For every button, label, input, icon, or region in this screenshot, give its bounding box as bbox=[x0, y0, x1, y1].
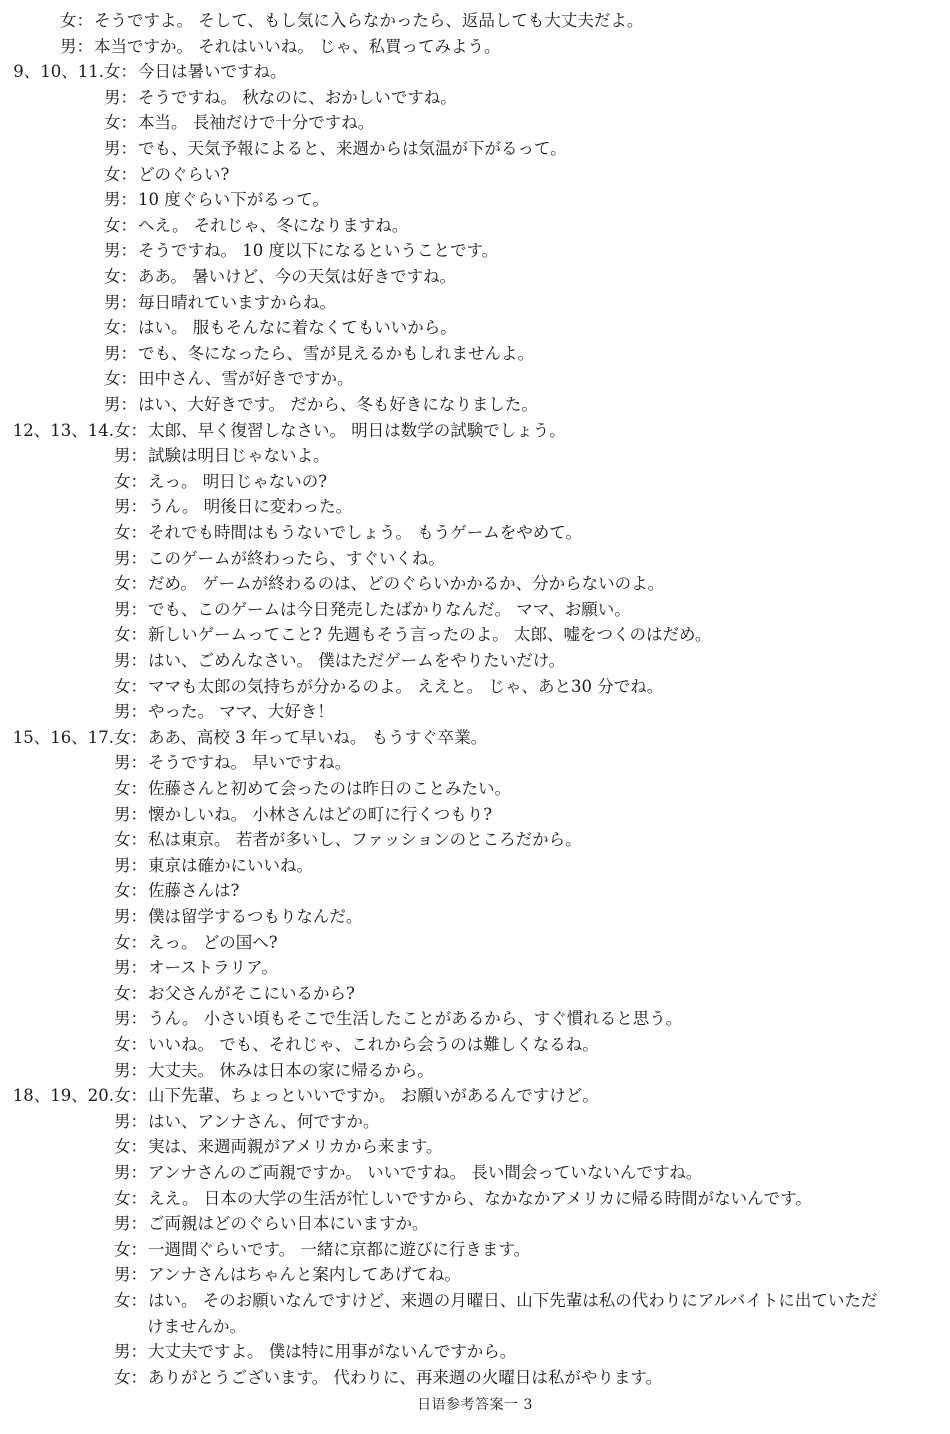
utterance-text: 一週間ぐらいです。 一緒に京都に遊びに行きます。 bbox=[148, 1239, 531, 1259]
dialogue-line bbox=[104, 290, 336, 315]
dialogue-line bbox=[114, 443, 330, 468]
dialogue-line bbox=[114, 1211, 429, 1236]
dialogue-line bbox=[60, 34, 501, 59]
utterance-continuation: けませんか。 bbox=[147, 1316, 246, 1336]
speaker-colon: ： bbox=[130, 1060, 147, 1080]
speaker-colon: ： bbox=[120, 292, 137, 312]
utterance-text: 本当ですか。 それはいいね。 じゃ、私買ってみよう。 bbox=[94, 36, 501, 56]
speaker-colon: ： bbox=[130, 625, 147, 645]
speaker-colon: ： bbox=[130, 1367, 147, 1387]
speaker-label: 女 bbox=[114, 1086, 131, 1106]
speaker-colon: ： bbox=[120, 267, 137, 286]
speaker-colon: ： bbox=[130, 599, 147, 619]
speaker-label: 男 bbox=[114, 1342, 131, 1362]
utterance-text: 懐かしいね。 小林さんはどの町に行くつもり? bbox=[148, 804, 493, 824]
speaker-colon: ： bbox=[130, 1163, 147, 1182]
speaker-label: 男 bbox=[114, 651, 131, 670]
dialogue-line bbox=[12, 725, 488, 750]
dialogue-line bbox=[104, 110, 374, 135]
dialogue-line bbox=[114, 853, 313, 878]
speaker-colon: ： bbox=[130, 548, 147, 568]
utterance-text: アンナさんはちゃんと案内してあげてね。 bbox=[148, 1265, 461, 1285]
dialogue-line bbox=[114, 648, 565, 673]
dialogue-line bbox=[114, 878, 239, 903]
speaker-colon: ： bbox=[130, 574, 147, 594]
dialogue-line bbox=[104, 264, 456, 289]
question-number: 12、13、14. bbox=[12, 420, 114, 440]
dialogue-line bbox=[114, 1160, 702, 1185]
speaker-label: 男 bbox=[114, 907, 131, 926]
speaker-label: 男 bbox=[104, 395, 121, 414]
speaker-label: 女 bbox=[114, 1291, 131, 1310]
speaker-label: 男 bbox=[104, 87, 121, 107]
dialogue-line bbox=[104, 341, 534, 366]
dialogue-line bbox=[114, 597, 631, 622]
dialogue-line bbox=[104, 136, 567, 161]
speaker-label: 女 bbox=[104, 369, 121, 389]
speaker-label: 女 bbox=[114, 983, 131, 1003]
utterance-text: 太郎、早く復習しなさい。 明日は数学の試験でしょう。 bbox=[148, 420, 566, 440]
dialogue-line bbox=[104, 366, 354, 391]
dialogue-line bbox=[114, 1006, 682, 1031]
utterance-text: えっ。 どの国へ? bbox=[148, 932, 278, 952]
utterance-text: ああ、高校 3 年って早いね。 もうすぐ卒業。 bbox=[148, 727, 488, 747]
utterance-text: はい、アンナさん、何ですか。 bbox=[148, 1111, 380, 1131]
dialogue-line bbox=[104, 315, 457, 340]
speaker-label: 女 bbox=[104, 267, 121, 286]
utterance-text: どのぐらい? bbox=[138, 164, 230, 184]
speaker-colon: ： bbox=[130, 1291, 147, 1310]
page-footer: 日语参考答案一 3 bbox=[417, 1397, 533, 1413]
speaker-label: 男 bbox=[114, 599, 131, 619]
speaker-colon: ： bbox=[130, 1239, 147, 1259]
utterance-text: このゲームが終わったら、すぐいくね。 bbox=[148, 548, 445, 568]
utterance-text: 佐藤さんと初めて会ったのは昨日のことみたい。 bbox=[148, 779, 511, 798]
speaker-colon: ： bbox=[130, 1086, 147, 1106]
speaker-colon: ： bbox=[130, 702, 147, 722]
dialogue-line bbox=[114, 469, 327, 494]
utterance-text: 10 度ぐらい下がるって。 bbox=[138, 190, 329, 210]
speaker-colon: ： bbox=[130, 1111, 147, 1131]
speaker-label: 女 bbox=[114, 523, 131, 542]
speaker-label: 女 bbox=[114, 471, 131, 491]
speaker-label: 男 bbox=[114, 497, 131, 517]
utterance-text: だめ。 ゲームが終わるのは、どのぐらいかかるか、分からないのよ。 bbox=[148, 574, 665, 594]
utterance-text: ご両親はどのぐらい日本にいますか。 bbox=[148, 1214, 429, 1234]
utterance-text: ええ。 日本の大学の生活が忙しいですから、なかなかアメリカに帰る時間がないんです。 bbox=[148, 1188, 812, 1208]
dialogue-line bbox=[114, 571, 664, 596]
speaker-colon: ： bbox=[120, 113, 137, 133]
utterance-text: 試験は明日じゃないよ。 bbox=[148, 446, 330, 466]
dialogue-line bbox=[114, 546, 445, 571]
speaker-label: 女 bbox=[114, 932, 131, 952]
dialogue-line bbox=[114, 1339, 516, 1364]
dialogue-line bbox=[114, 1186, 812, 1211]
speaker-colon: ： bbox=[130, 779, 147, 798]
utterance-text: 新しいゲームってこと? 先週もそう言ったのよ。 太郎、嘘をつくのはだめ。 bbox=[148, 625, 712, 645]
utterance-text: 本当。 長袖だけで十分ですね。 bbox=[138, 113, 375, 133]
speaker-label: 女 bbox=[114, 420, 131, 440]
utterance-text: 大丈夫。 休みは日本の家に帰るから。 bbox=[148, 1060, 434, 1080]
dialogue-line bbox=[114, 981, 355, 1006]
dialogue-line bbox=[12, 418, 566, 443]
speaker-label: 男 bbox=[114, 702, 131, 722]
speaker-colon: ： bbox=[130, 1188, 147, 1208]
speaker-colon: ： bbox=[130, 881, 147, 901]
dialogue-line bbox=[114, 930, 278, 955]
utterance-text: はい、ごめんなさい。 僕はただゲームをやりたいだけ。 bbox=[148, 651, 566, 670]
speaker-colon: ： bbox=[130, 804, 147, 824]
speaker-colon: ： bbox=[120, 139, 137, 158]
speaker-label: 女 bbox=[114, 779, 131, 798]
speaker-colon: ： bbox=[130, 932, 147, 952]
utterance-text: そうですよ。 そして、もし気に入らなかったら、返品しても大丈夫だよ。 bbox=[94, 11, 644, 30]
utterance-text: 実は、来週両親がアメリカから来ます。 bbox=[148, 1137, 443, 1157]
speaker-label: 男 bbox=[60, 36, 77, 56]
dialogue-line bbox=[104, 213, 408, 238]
speaker-label: 女 bbox=[104, 318, 121, 338]
speaker-colon: ： bbox=[76, 11, 93, 30]
utterance-text: 今日は暑いですね。 bbox=[138, 62, 287, 82]
dialogue-line bbox=[104, 238, 498, 263]
utterance-text: へえ。 それじゃ、冬になりますね。 bbox=[138, 215, 409, 235]
dialogue-line bbox=[114, 955, 278, 980]
speaker-label: 女 bbox=[104, 215, 121, 235]
utterance-text: はい。 そのお願いなんですけど、来週の月曜日、山下先輩は私の代わりにアルバイトに出ていただ bbox=[148, 1291, 878, 1310]
speaker-colon: ： bbox=[76, 36, 93, 56]
speaker-label: 男 bbox=[114, 958, 131, 978]
utterance-text: でも、このゲームは今日発売したばかりなんだ。 ママ、お願い。 bbox=[148, 599, 631, 619]
utterance-text: そうですね。 10 度以下になるということです。 bbox=[138, 241, 499, 261]
speaker-colon: ： bbox=[130, 727, 147, 747]
speaker-label: 男 bbox=[114, 1214, 131, 1234]
dialogue-line bbox=[104, 187, 329, 212]
speaker-label: 男 bbox=[114, 548, 131, 568]
dialogue-line bbox=[114, 1109, 379, 1134]
speaker-colon: ： bbox=[130, 753, 147, 773]
dialogue-line bbox=[114, 1262, 461, 1287]
speaker-label: 男 bbox=[114, 753, 131, 773]
utterance-text: やった。 ママ、大好き！ bbox=[148, 702, 334, 722]
dialogue-line bbox=[114, 1237, 530, 1262]
speaker-colon: ： bbox=[130, 676, 147, 696]
speaker-colon: ： bbox=[120, 164, 137, 184]
speaker-label: 女 bbox=[114, 1239, 131, 1259]
dialogue-line bbox=[114, 1134, 443, 1159]
speaker-label: 男 bbox=[114, 855, 131, 875]
speaker-colon: ： bbox=[120, 318, 137, 338]
speaker-label: 女 bbox=[114, 1137, 131, 1157]
speaker-colon: ： bbox=[130, 907, 147, 926]
dialogue-line bbox=[114, 802, 492, 827]
dialogue-line bbox=[114, 827, 582, 852]
dialogue-line bbox=[60, 8, 643, 33]
speaker-colon: ： bbox=[120, 395, 137, 414]
speaker-label: 女 bbox=[60, 11, 77, 30]
dialogue-line bbox=[104, 162, 229, 187]
utterance-text: ママも太郎の気持ちが分かるのよ。 ええと。 じゃ、あと30 分でね。 bbox=[148, 676, 664, 696]
speaker-label: 女 bbox=[114, 574, 131, 594]
speaker-label: 女 bbox=[104, 62, 121, 82]
utterance-text: でも、冬になったら、雪が見えるかもしれませんよ。 bbox=[138, 343, 534, 363]
dialogue-line bbox=[114, 622, 711, 647]
speaker-colon: ： bbox=[130, 1009, 147, 1029]
dialogue-line bbox=[13, 59, 287, 84]
speaker-colon: ： bbox=[130, 983, 147, 1003]
speaker-colon: ： bbox=[130, 855, 147, 875]
speaker-colon: ： bbox=[120, 87, 137, 107]
speaker-label: 女 bbox=[114, 830, 131, 850]
question-number: 9、10、11. bbox=[13, 62, 104, 82]
utterance-text: お父さんがそこにいるから? bbox=[148, 983, 355, 1003]
speaker-label: 女 bbox=[114, 1188, 131, 1208]
utterance-text: はい、大好きです。 だから、冬も好きになりました。 bbox=[138, 395, 538, 414]
dialogue-line bbox=[104, 392, 538, 417]
dialogue-line bbox=[114, 776, 511, 801]
utterance-text: 東京は確かにいいね。 bbox=[148, 855, 313, 875]
dialogue-line bbox=[114, 520, 582, 545]
dialogue-line bbox=[114, 1365, 662, 1390]
speaker-colon: ： bbox=[130, 1214, 147, 1234]
speaker-colon: ： bbox=[130, 958, 147, 978]
utterance-text: うん。 小さい頃もそこで生活したことがあるから、すぐ慣れると思う。 bbox=[148, 1009, 683, 1029]
speaker-colon: ： bbox=[130, 651, 147, 670]
dialogue-line bbox=[114, 674, 663, 699]
speaker-colon: ： bbox=[120, 190, 137, 210]
utterance-text: いいね。 でも、それじゃ、これから会うのは難しくなるね。 bbox=[148, 1035, 599, 1054]
utterance-text: ああ。 暑いけど、今の天気は好きですね。 bbox=[138, 267, 457, 286]
dialogue-line bbox=[12, 1083, 599, 1108]
utterance-text: それでも時間はもうないでしょう。 もうゲームをやめて。 bbox=[148, 523, 582, 542]
speaker-label: 女 bbox=[114, 676, 131, 696]
speaker-label: 男 bbox=[114, 1265, 131, 1285]
speaker-colon: ： bbox=[130, 1342, 147, 1362]
utterance-text: 大丈夫ですよ。 僕は特に用事がないんですから。 bbox=[148, 1342, 517, 1362]
speaker-colon: ： bbox=[130, 446, 147, 466]
speaker-label: 男 bbox=[104, 343, 121, 363]
utterance-text: えっ。 明日じゃないの? bbox=[148, 471, 328, 491]
speaker-colon: ： bbox=[120, 215, 137, 235]
dialogue-line bbox=[114, 1032, 599, 1057]
speaker-colon: ： bbox=[130, 1035, 147, 1054]
utterance-text: はい。 服もそんなに着なくてもいいから。 bbox=[138, 318, 457, 338]
speaker-label: 女 bbox=[114, 1035, 131, 1054]
utterance-text: 僕は留学するつもりなんだ。 bbox=[148, 907, 363, 926]
dialogue-line bbox=[114, 1058, 434, 1083]
utterance-text: アンナさんのご両親ですか。 いいですね。 長い間会っていないんですね。 bbox=[148, 1163, 703, 1182]
speaker-label: 男 bbox=[104, 241, 121, 261]
speaker-label: 男 bbox=[114, 1163, 131, 1182]
speaker-colon: ： bbox=[120, 369, 137, 389]
speaker-label: 男 bbox=[104, 139, 121, 158]
dialogue-line bbox=[114, 1288, 877, 1313]
speaker-label: 女 bbox=[114, 881, 131, 901]
dialogue-line bbox=[114, 699, 334, 724]
question-number: 15、16、17. bbox=[12, 727, 114, 747]
utterance-text: 山下先輩、ちょっといいですか。 お願いがあるんですけど。 bbox=[148, 1086, 599, 1106]
speaker-label: 男 bbox=[104, 292, 121, 312]
dialogue-line bbox=[114, 494, 352, 519]
speaker-label: 女 bbox=[114, 625, 131, 645]
speaker-label: 男 bbox=[114, 1111, 131, 1131]
speaker-colon: ： bbox=[120, 62, 137, 82]
speaker-colon: ： bbox=[130, 1137, 147, 1157]
utterance-text: そうですね。 秋なのに、おかしいですね。 bbox=[138, 87, 457, 107]
utterance-text: 田中さん、雪が好きですか。 bbox=[138, 369, 354, 389]
speaker-label: 男 bbox=[114, 804, 131, 824]
speaker-label: 男 bbox=[104, 190, 121, 210]
speaker-colon: ： bbox=[130, 420, 147, 440]
speaker-colon: ： bbox=[120, 343, 137, 363]
utterance-text: 毎日晴れていますからね。 bbox=[138, 292, 336, 312]
speaker-label: 女 bbox=[104, 164, 121, 184]
utterance-text: 私は東京。 若者が多いし、ファッションのところだから。 bbox=[148, 830, 582, 850]
speaker-label: 男 bbox=[114, 446, 131, 466]
question-number: 18、19、20. bbox=[12, 1086, 114, 1106]
utterance-text: うん。 明後日に変わった。 bbox=[148, 497, 353, 517]
speaker-label: 女 bbox=[114, 727, 131, 747]
utterance-text: そうですね。 早いですね。 bbox=[148, 753, 352, 773]
speaker-label: 女 bbox=[114, 1367, 131, 1387]
speaker-colon: ： bbox=[130, 523, 147, 542]
dialogue-line bbox=[104, 85, 457, 110]
speaker-label: 女 bbox=[104, 113, 121, 133]
dialogue-line bbox=[114, 750, 351, 775]
utterance-text: オーストラリア。 bbox=[148, 958, 278, 978]
speaker-colon: ： bbox=[130, 497, 147, 517]
speaker-label: 男 bbox=[114, 1060, 131, 1080]
speaker-label: 男 bbox=[114, 1009, 131, 1029]
dialogue-line bbox=[114, 904, 362, 929]
utterance-text: 佐藤さんは? bbox=[148, 881, 240, 901]
utterance-text: ありがとうございます。 代わりに、再来週の火曜日は私がやります。 bbox=[148, 1367, 663, 1387]
speaker-colon: ： bbox=[130, 830, 147, 850]
speaker-colon: ： bbox=[120, 241, 137, 261]
utterance-text: でも、天気予報によると、来週からは気温が下がるって。 bbox=[138, 139, 567, 158]
speaker-colon: ： bbox=[130, 471, 147, 491]
speaker-colon: ： bbox=[130, 1265, 147, 1285]
